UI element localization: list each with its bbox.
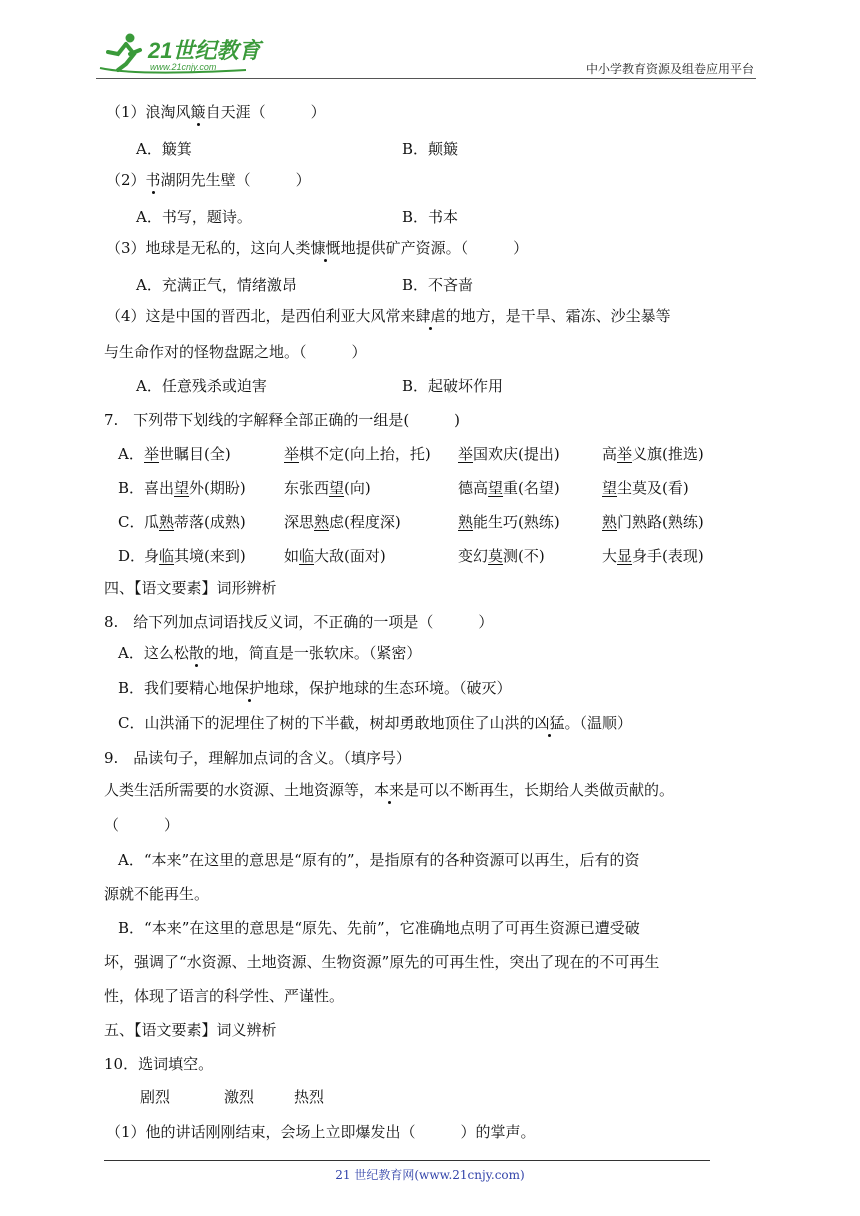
q6-1-option-a: A．簸箕 [136, 140, 192, 158]
page-header [96, 32, 756, 78]
q7-idiom: 深思熟虑(程度深) [284, 513, 401, 531]
q10-word-3: 热烈 [294, 1088, 325, 1106]
q9-option-b-line2: 坏，强调了“水资源、土地资源、生物资源”原先的可再生性，突出了现在的不可再生 [104, 953, 660, 971]
q7-idiom: 高举义旗(推选) [602, 445, 704, 463]
q7-idiom: 喜出望外(期盼) [144, 479, 246, 497]
q9-stem: 9. 品读句子，理解加点词的含义。（填序号） [104, 749, 411, 767]
q7-idiom: 举棋不定(向上抬，托) [284, 445, 431, 463]
q9-sentence: 人类生活所需要的水资源、土地资源等，本来是可以不断再生，长期给人类做贡献的。 [104, 781, 675, 799]
q7-idiom: 瓜熟蒂落(成熟) [144, 513, 246, 531]
q7-idiom: 望尘莫及(看) [602, 479, 689, 497]
q7-idiom: 熟能生巧(熟练) [458, 513, 560, 531]
q10-word-2: 激烈 [224, 1088, 255, 1106]
logo-url: www.21cnjy.com [150, 62, 217, 72]
header-rule [96, 78, 756, 79]
q7-idiom: 东张西望(向) [284, 479, 371, 497]
q7-idiom: 举国欢庆(提出) [458, 445, 560, 463]
q7-idiom: 变幻莫测(不) [458, 547, 545, 565]
logo-text: 21世纪教育 [148, 38, 261, 63]
dotted-word: 本来 [374, 781, 405, 799]
q6-item-2: （2）书湖阴先生壁（ ） [106, 171, 311, 189]
q7-idiom: 熟门熟路(熟练) [602, 513, 704, 531]
dotted-word: 保护 [234, 679, 265, 697]
q6-2-option-a: A．书写，题诗。 [136, 208, 252, 226]
underlined-char: 熟 [159, 513, 175, 531]
q7-idiom: 举世瞩目(全) [144, 445, 231, 463]
platform-name: 中小学教育资源及组卷应用平台 [585, 62, 754, 76]
q7-idiom: 如临大敌(面对) [284, 547, 386, 565]
dotted-word: 慷慨 [310, 239, 341, 257]
underlined-char: 熟 [314, 513, 330, 531]
q6-2-option-b: B．书本 [402, 208, 459, 226]
section-5-heading: 五、【语文要素】词义辨析 [104, 1021, 277, 1039]
underlined-char: 熟 [602, 513, 618, 531]
q7-idiom: 德高望重(名望) [458, 479, 560, 497]
section-4-heading: 四、【语文要素】词形辨析 [104, 579, 277, 597]
page-footer: 21 世纪教育网(www.21cnjy.com) [335, 1168, 525, 1182]
underlined-char: 临 [299, 547, 315, 565]
q8-stem: 8. 给下列加点词语找反义词，不正确的一项是（ ） [104, 613, 494, 631]
q9-option-b-line3: 性，体现了语言的科学性、严谨性。 [104, 987, 345, 1005]
dotted-word: 簸 [190, 103, 206, 121]
q8-option-c: C．山洪涌下的泥埋住了树的下半截，树却勇敢地顶住了山洪的凶猛。（温顺） [118, 714, 633, 732]
q9-option-b-line1: B．“本来”在这里的意思是“原先、先前”，它准确地点明了可再生资源已遭受破 [118, 919, 640, 937]
q6-4-option-b: B．起破坏作用 [402, 377, 504, 395]
underlined-char: 显 [617, 547, 633, 565]
q7-idiom: 大显身手(表现) [602, 547, 704, 565]
q8-option-a: A．这么松散的地，简直是一张软床。（紧密） [118, 644, 422, 662]
q7-option-label: B． [118, 479, 145, 497]
underlined-char: 举 [617, 445, 633, 463]
dotted-word: 肆虐 [415, 307, 446, 325]
q6-item-4: （4）这是中国的晋西北，是西伯利亚大风常来肆虐的地方，是干旱、霜冻、沙尘暴等 [106, 307, 671, 325]
footer-rule [104, 1160, 710, 1161]
q6-3-option-a: A．充满正气，情绪激昂 [136, 276, 297, 294]
underlined-char: 举 [284, 445, 300, 463]
dotted-word: 书 [145, 171, 161, 189]
q6-4-option-a: A．任意残杀或迫害 [136, 377, 267, 395]
underlined-char: 临 [159, 547, 175, 565]
underlined-char: 望 [602, 479, 618, 497]
q6-item-3: （3）地球是无私的，这向人类慷慨地提供矿产资源。（ ） [106, 239, 529, 257]
q7-idiom: 身临其境(来到) [144, 547, 246, 565]
q6-item-1: （1）浪淘风簸自天涯（ ） [106, 103, 326, 121]
q8-option-b: B．我们要精心地保护地球，保护地球的生态环境。（破灭） [118, 679, 512, 697]
q9-answer-blank: （ ） [104, 816, 180, 834]
dotted-word: 凶猛 [534, 714, 565, 732]
q10-sentence-1: （1）他的讲话刚刚结束，会场上立即爆发出（ ）的掌声。 [106, 1123, 536, 1141]
q6-3-option-b: B．不吝啬 [402, 276, 474, 294]
q7-stem: 7. 下列带下划线的字解释全部正确的一组是( ) [104, 411, 461, 429]
q10-word-1: 剧烈 [140, 1088, 171, 1106]
q6-1-option-b: B．颠簸 [402, 140, 459, 158]
underlined-char: 举 [144, 445, 160, 463]
underlined-char: 望 [174, 479, 190, 497]
q6-item-4-line2: 与生命作对的怪物盘踞之地。（ ） [104, 343, 367, 361]
q7-option-label: C． [118, 513, 145, 531]
q7-option-label: A． [118, 445, 144, 463]
underlined-char: 莫 [488, 547, 504, 565]
q9-option-a-line1: A．“本来”在这里的意思是“原有的”，是指原有的各种资源可以再生，后有的资 [118, 851, 640, 869]
q7-option-label: D． [118, 547, 146, 565]
underlined-char: 熟 [458, 513, 474, 531]
dotted-word: 散 [188, 644, 204, 662]
underlined-char: 望 [488, 479, 504, 497]
underlined-char: 望 [329, 479, 345, 497]
logo-21cnjy [96, 32, 266, 76]
q10-stem: 10．选词填空。 [104, 1055, 214, 1073]
underlined-char: 举 [458, 445, 474, 463]
q9-option-a-line2: 源就不能再生。 [104, 885, 210, 903]
